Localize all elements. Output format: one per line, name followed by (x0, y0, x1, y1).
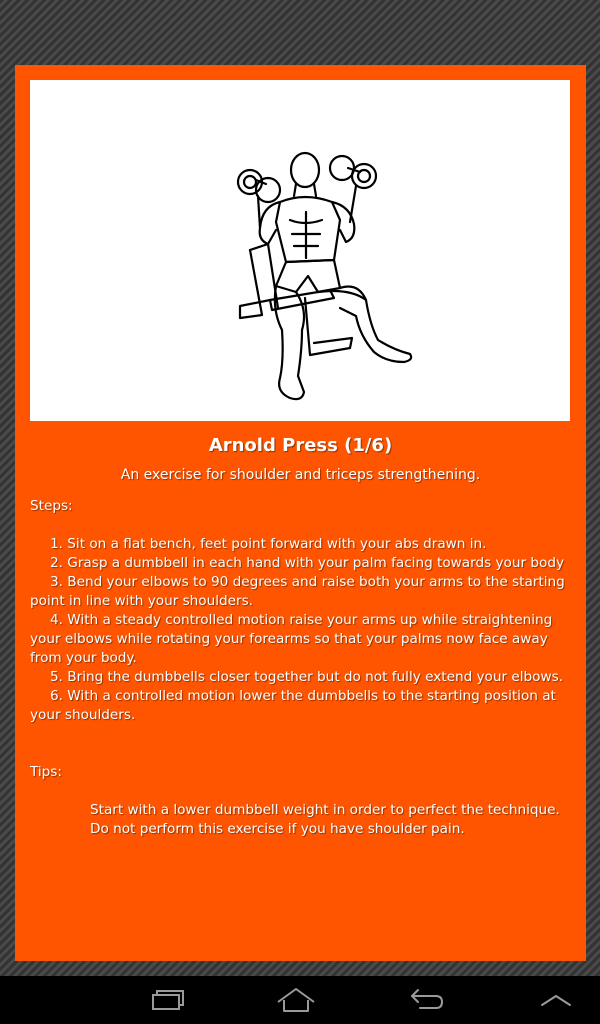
arnold-press-illustration (210, 140, 420, 410)
exercise-title: Arnold Press (1/6) (208, 435, 393, 456)
step-item: 1. Sit on a flat bench, feet point forward with your abs drawn in. (50, 536, 487, 552)
step-item: 6. With a controlled motion lower the dumbbells to the starting position at your shoulders. (30, 688, 556, 723)
step-item: 5. Bring the dumbbells closer together but do not fully extend your elbows. (50, 669, 564, 685)
back-button[interactable] (402, 984, 450, 1016)
system-navigation-bar (0, 976, 600, 1024)
recent-apps-button[interactable] (142, 984, 190, 1016)
home-icon (274, 986, 318, 1014)
exercise-description: An exercise for shoulder and triceps strengthening. (120, 467, 481, 483)
tip-item: Do not perform this exercise if you have shoulder pain. (90, 821, 465, 837)
tip-item: Start with a lower dumbbell weight in order to perfect the technique. (90, 802, 560, 818)
exercise-image (30, 80, 570, 421)
home-button[interactable] (272, 984, 320, 1016)
exercise-instructions (30, 497, 575, 839)
step-item: 3. Bend your elbows to 90 degrees and raise both your arms to the starting point in line with your shoulders. (30, 574, 565, 609)
chevron-up-icon (536, 990, 576, 1010)
recent-apps-icon (146, 988, 186, 1012)
exercise-card (15, 65, 586, 961)
steps-label: Steps: (30, 498, 73, 514)
step-item: 2. Grasp a dumbbell in each hand with your palm facing towards your body (50, 555, 565, 571)
tips-label: Tips: (30, 764, 62, 780)
step-item: 4. With a steady controlled motion raise your arms up while straightening your elbows while rotating your forearms so that your palms now face away from your body. (30, 612, 553, 666)
navbar-up-button[interactable] (532, 984, 580, 1016)
back-icon (406, 986, 446, 1014)
